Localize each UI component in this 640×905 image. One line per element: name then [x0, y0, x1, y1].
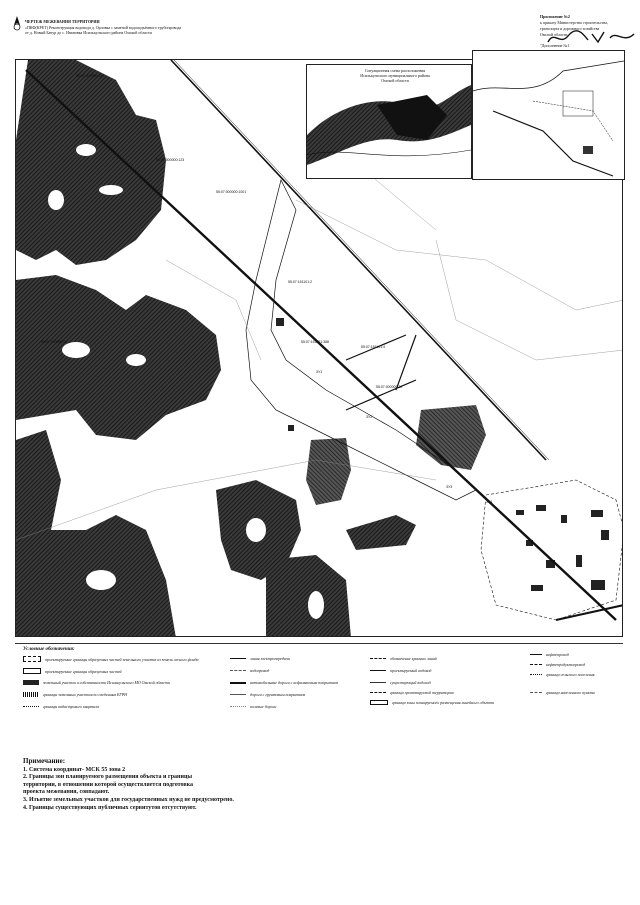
legend-item — [530, 672, 616, 677]
legend-item — [23, 692, 127, 697]
note-line: 3. Изъятие земельных участков для государственных нужд не предусмотрено. — [23, 796, 234, 803]
field-road — [296, 200, 623, 310]
overview-inset — [472, 50, 625, 180]
cadastral-label: 55:07:000000:55 — [41, 340, 68, 344]
legend-label: проектируемые границы образуемых частей — [45, 668, 122, 674]
legend-label: проектируемый водовод — [390, 668, 432, 673]
legend-label: земельный участок в собственности Исилькульского МО Омской области — [43, 680, 170, 685]
legend-symbol — [23, 680, 39, 685]
legend-item — [530, 662, 585, 667]
legend-label: границы кадастрового квартала — [43, 704, 100, 709]
legend-label: границы земельных участков по сведениям ЕГРН — [43, 692, 128, 697]
legend-label: граница проектируемой территории — [390, 690, 454, 695]
legend-symbol — [370, 700, 388, 705]
legend-label: полевые дороги — [250, 704, 277, 709]
legend-item — [230, 692, 305, 697]
zu-label: ЗУ1 — [316, 370, 323, 374]
legend-symbol — [230, 694, 246, 695]
legend-symbol — [230, 670, 246, 671]
legend-symbol — [23, 656, 41, 662]
inset-title-line: Ситуационная схема расположения — [364, 68, 426, 73]
legend-label: нефтепровод — [546, 652, 569, 657]
legend-item — [23, 704, 99, 709]
legend-item — [530, 652, 569, 657]
inset-title-line: Омской области — [381, 78, 409, 83]
legend-item — [230, 704, 276, 709]
annex-line: к приказу Министерства строительства, — [540, 20, 608, 25]
settlement — [481, 480, 623, 620]
cadastral-label: 55:07:000000:123 — [156, 158, 185, 162]
forest-area — [416, 405, 486, 470]
legend-label: линия электропередачи — [250, 656, 290, 661]
legend-symbol — [370, 692, 386, 693]
inset-title-line: Исилькульского муниципального района — [360, 73, 430, 78]
note-line: 1. Система координат- МСК 55 зона 2 — [23, 766, 126, 773]
zu-label: ЗУ2 — [366, 415, 373, 419]
notes-heading: Примечание: — [23, 757, 66, 765]
legend-item — [370, 656, 437, 661]
annex-line: Приложение №2 — [540, 14, 570, 19]
legend-symbol — [530, 674, 542, 675]
forest-area — [306, 438, 351, 505]
legend-label: граница сельского поселения — [546, 672, 595, 677]
forest-area — [16, 430, 176, 637]
drawing-title: ЧЕРТЕЖ МЕЖЕВАНИЯ ТЕРРИТОРИИ — [25, 19, 100, 24]
legend-symbol — [530, 664, 542, 665]
cadastral-label: 55:07:000000:127 — [76, 74, 105, 78]
note-line: проекта межевания, совпадают. — [23, 789, 110, 796]
annex-line: "Дополнение №1 — [540, 43, 570, 48]
legend-item — [230, 668, 269, 673]
note-line: территории, в отношении которой осуществляется подготовка — [23, 781, 193, 788]
legend-item — [370, 690, 454, 695]
legend-heading: Условные обозначения: — [23, 647, 75, 652]
legend-symbol — [230, 658, 246, 659]
legend-symbol — [23, 706, 39, 707]
legend-item — [230, 656, 290, 661]
notes-block — [23, 758, 423, 812]
legend-label: автомобильные дороги с асфальтовым покрытием — [250, 680, 338, 685]
legend-symbol — [370, 670, 386, 671]
cadastral-label: 55:07:151101:2 — [288, 280, 313, 284]
cadastral-label: 55:07:151101:388 — [301, 340, 329, 344]
legend-item — [23, 668, 122, 674]
drawing-subtitle: «ПКФ(КРЕТ) Реконструкция водовода д. Орловка с заменой водоподъёмного трубопровода — [25, 25, 182, 30]
legend-label: водопровод — [250, 668, 270, 673]
note-line: 2. Границы зон планируемого размещения объекта и границы — [23, 774, 193, 781]
legend-label: граница зоны планируемого размещения линейного объекта — [392, 700, 495, 705]
legend-label: граница населенного пункта — [546, 690, 595, 695]
forest-area — [16, 60, 166, 265]
legend-label: дороги с грунтовым покрытием — [250, 692, 306, 697]
legend-item — [23, 680, 170, 685]
land-plot — [276, 318, 284, 326]
overview-map — [473, 51, 624, 179]
legend-item — [23, 656, 198, 662]
legend-item — [370, 668, 431, 673]
legend-item — [530, 690, 616, 695]
legend-label: нефтепродуктопровод — [546, 662, 586, 667]
inset-title — [330, 68, 460, 83]
legend-label: существующий водовод — [390, 680, 431, 685]
legend-symbol — [370, 682, 386, 683]
north-arrow-icon — [10, 16, 24, 32]
cadastral-label: 55:07:000000:1001 — [216, 190, 247, 194]
legend-item — [370, 680, 431, 685]
land-plot — [288, 425, 294, 431]
legend-symbol — [23, 692, 39, 697]
legend-symbol — [370, 658, 386, 659]
forest-area — [346, 515, 416, 550]
cadastral-label: 55:07:000000:32 — [376, 385, 403, 389]
legend-symbol — [530, 692, 542, 693]
legend-symbol — [230, 682, 246, 684]
legend-symbol — [230, 706, 246, 707]
legend-item — [230, 680, 338, 685]
legend-label: проектируемые границы образуемых частей земельного участка из земель лесного фонда — [45, 656, 199, 662]
handwritten-signature — [540, 26, 640, 48]
zu-label: ЗУ3 — [446, 485, 453, 489]
legend-symbol — [23, 668, 41, 674]
legend-symbol — [530, 654, 542, 655]
field-road — [436, 240, 623, 360]
forest-area — [16, 275, 221, 440]
legend-label: обозначение красных линий — [390, 656, 437, 661]
annex-line: Омской области — [540, 32, 568, 37]
forest-area — [266, 555, 351, 637]
note-line: 4. Границы существующих публичных сервитутов отсутствуют. — [23, 804, 197, 811]
drawing-subtitle-2: от д. Новый Бачур до с. Ивановка Исилькульского района Омской области — [25, 30, 152, 35]
annex-line: транспорта и дорожного хозяйства — [540, 26, 600, 31]
legend-item — [370, 700, 532, 705]
cadastral-label: 55:07:151101:4 — [361, 345, 386, 349]
zu-label: ЗУ4 — [486, 500, 493, 504]
